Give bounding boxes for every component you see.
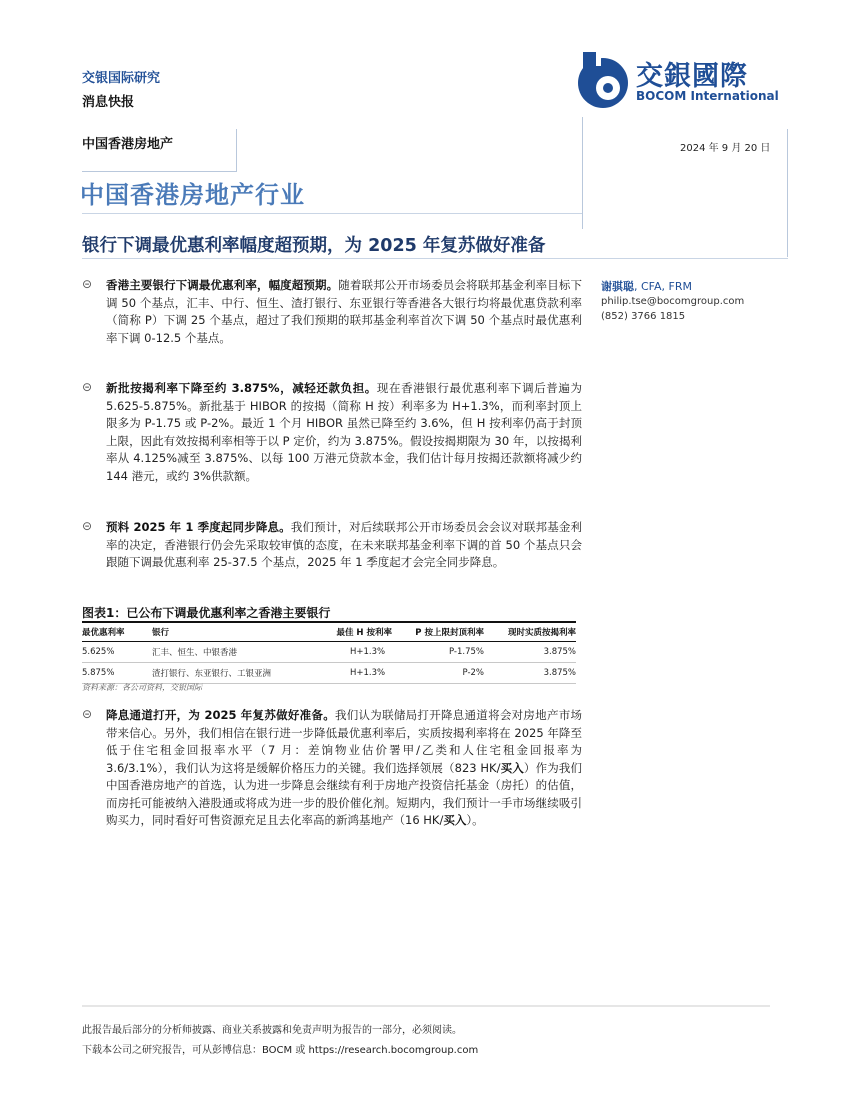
report-date: 2024 年 9 月 20 日 [680, 143, 771, 154]
column-header: 现时实质按揭利率 [484, 622, 576, 642]
circle-minus-icon: ⊝ [82, 707, 93, 721]
bullet-text [106, 277, 582, 347]
column-header: P 按上限封顶利率 [392, 622, 484, 642]
divider [236, 129, 237, 171]
circle-minus-icon: ⊝ [82, 380, 93, 394]
bullet-text [106, 519, 582, 572]
circle-minus-icon: ⊝ [82, 277, 93, 291]
bullet-body: ）。 [466, 813, 484, 827]
sector-title: 中国香港房地产行业 [80, 181, 305, 209]
divider [787, 129, 788, 257]
divider [82, 171, 237, 172]
sector-label: 中国香港房地产 [82, 137, 174, 152]
bullet-body: 随着联邦公开市场委员会将联邦基金利率目标下调 50 个基点，汇丰、中行、恒生、渣打银行、东亚银行等香港各大银行均将最优惠贷款利率（简称 P）下调 25 个基点，超过了我们预期的联邦基金利率首次下调 50 个基点时最优惠利率下调 0-12.5 个基点。 [106, 278, 582, 345]
table-row [82, 663, 576, 684]
table-cell: 3.875% [484, 642, 576, 663]
table-header-row [82, 622, 576, 642]
circle-minus-icon: ⊝ [82, 519, 93, 533]
analyst-name-text: 谢骐聪 [601, 280, 634, 293]
footer-disclaimer: 此报告最后部分的分析师披露、商业关系披露和免责声明为报告的一部分，必须阅读。 [82, 1025, 462, 1036]
table-cell: 5.875% [82, 663, 152, 684]
report-type: 消息快报 [82, 95, 135, 110]
divider [82, 258, 788, 259]
divider [82, 213, 582, 214]
bullet-lead: 预料 2025 年 1 季度起同步降息。 [106, 520, 291, 534]
bullet-lead: 香港主要银行下调最优惠利率，幅度超预期。 [106, 278, 339, 292]
analyst-email[interactable]: philip.tse@bocomgroup.com [601, 296, 745, 307]
logo-cn-text: 交銀國際 [636, 61, 748, 92]
bullet-text [106, 380, 582, 485]
bullet-body: ）作为我们中国香港房地产的首选，认为进一步降息会继续有利于房地产投资信托基金（房托）的估值，而房托可能被纳入港股通或将成为进一步的股价催化剂。短期内，我们预计一手市场继续吸引购买力，同时看好可售资源充足且去化率高的新鸿基地产（16 HK/ [106, 760, 583, 827]
table-cell: H+1.3% [332, 642, 392, 663]
figure-source: 资料来源：各公司资料，交银国际 [82, 683, 202, 692]
table-cell: 3.875% [484, 663, 576, 684]
rating-label: 买入 [443, 813, 467, 827]
column-header: 最佳 H 按利率 [332, 622, 392, 642]
table-row [82, 642, 576, 663]
footer-download[interactable]: 下载本公司之研究报告，可从彭博信息：BOCM 或 https://research.bocomgroup.com [82, 1045, 479, 1056]
bullet-body: 我们认为联储局打开降息通道将会对房地产市场带来信心。另外，我们相信在银行进一步降低最优惠利率后，实质按揭利率将在 2025 年降至低于住宅租金回报率水平（7 月：差饷物业估价署甲/乙类和人住宅租金回报率为 3.6/3.1%），我们认为这将是缓解价格压力的关键。我们选择领展（823 HK/ [106, 708, 583, 775]
bullet-lead: 新批按揭利率下降至约 3.875%，减轻还款负担。 [106, 381, 377, 395]
report-headline: 银行下调最优惠利率幅度超预期，为 2025 年复苏做好准备 [82, 236, 546, 256]
footer-divider [82, 1005, 770, 1007]
divider [582, 117, 583, 229]
analyst-block [601, 279, 744, 324]
brand-name: 交银国际研究 [82, 71, 161, 86]
table-cell: 渣打银行、东亚银行、工银亚洲 [152, 663, 332, 684]
bullet-body: 现在香港银行最优惠利率下调后普遍为 5.625-5.875%。新批基于 HIBOR 的按揭（简称 H 按）利率多为 H+1.3%，而利率封顶上限多为 P-1.75 或 P-2%。最近 1 个月 HIBOR 虽然已降至约 3.6%，但 H 按利率仍高于封顶上限，因此有效按揭利率相等于以 P 定价，约为 3.875%。假设按揭期限为 30 年，以按揭利率从 4.125%减至 3.875%、以每 100 万港元贷款本金，我们估计每月按揭还款额将减少约 144 港元，或约 3%供款额。 [106, 381, 583, 483]
bullet-lead: 降息通道打开，为 2025 年复苏做好准备。 [106, 708, 335, 722]
table-cell: 汇丰、恒生、中银香港 [152, 642, 332, 663]
bullet-text [106, 707, 582, 830]
analyst-name [601, 279, 744, 294]
rating-label: 买入 [500, 760, 524, 775]
figure-title: 图表1：已公布下调最优惠利率之香港主要银行 [82, 606, 331, 620]
bullet-body: 我们预计，对后续联邦公开市场委员会会议对联邦基金利率的决定，香港银行仍会先采取较审慎的态度，在未来联邦基金利率下调的首 50 个基点只会跟随下调最优惠利率 25-37.5 个基点，2025 年 1 季度起才会完全同步降息。 [106, 520, 582, 569]
table-cell: P-2% [392, 663, 484, 684]
table-cell: P-1.75% [392, 642, 484, 663]
analyst-phone: (852) 3766 1815 [601, 311, 686, 322]
table-cell: H+1.3% [332, 663, 392, 684]
figure-table [82, 621, 576, 684]
column-header: 银行 [152, 622, 332, 642]
analyst-credentials: , CFA, FRM [634, 280, 692, 293]
table-cell: 5.625% [82, 642, 152, 663]
column-header: 最优惠利率 [82, 622, 152, 642]
logo-en-text: BOCOM International [636, 89, 779, 103]
